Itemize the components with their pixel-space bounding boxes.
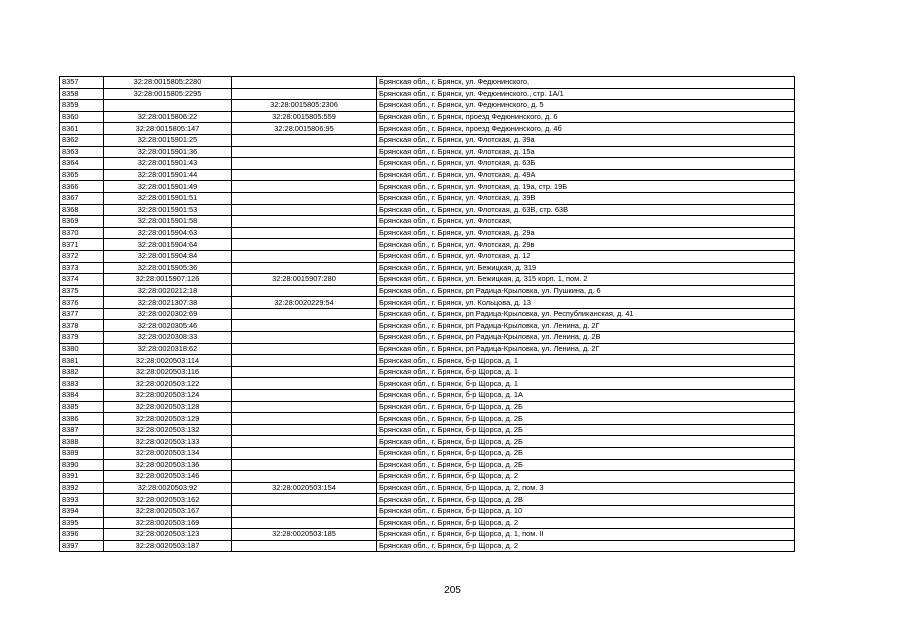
address-cell: Брянская обл., г. Брянск, ул. Федюнинского,	[377, 77, 795, 89]
address-cell: Брянская обл., г. Брянск, ул. Флотская,	[377, 216, 795, 228]
table-row	[60, 227, 795, 239]
cadastral-number-cell: 32:28:0020503:129	[104, 413, 232, 425]
parent-cadastral-number-cell	[232, 88, 377, 100]
row-number-cell: 8370	[60, 227, 104, 239]
table-row	[60, 274, 795, 286]
table-row	[60, 308, 795, 320]
address-cell: Брянская обл., г. Брянск, ул. Флотская, д. 63В, стр. 63В	[377, 204, 795, 216]
parent-cadastral-number-cell	[232, 459, 377, 471]
row-number-cell: 8385	[60, 401, 104, 413]
address-cell: Брянская обл., г. Брянск, б-р Щорса, д. 2Б	[377, 459, 795, 471]
address-cell: Брянская обл., г. Брянск, б-р Щорса, д. 2Б	[377, 436, 795, 448]
table-row	[60, 424, 795, 436]
address-cell: Брянская обл., г. Брянск, ул. Флотская, д. 39В	[377, 192, 795, 204]
parent-cadastral-number-cell	[232, 239, 377, 251]
parent-cadastral-number-cell	[232, 424, 377, 436]
cadastral-number-cell: 32:28:0020302:69	[104, 308, 232, 320]
address-cell: Брянская обл., г. Брянск, б-р Щорса, д. 10	[377, 505, 795, 517]
cadastral-number-cell: 32:28:0015805:2295	[104, 88, 232, 100]
cadastral-number-cell: 32:28:0020503:146	[104, 471, 232, 483]
table-row	[60, 401, 795, 413]
row-number-cell: 8388	[60, 436, 104, 448]
parent-cadastral-number-cell	[232, 517, 377, 529]
table-row	[60, 482, 795, 494]
cadastral-number-cell: 32:28:0020503:122	[104, 378, 232, 390]
cadastral-number-cell: 32:28:0020503:136	[104, 459, 232, 471]
address-cell: Брянская обл., г. Брянск, б-р Щорса, д. 2Б	[377, 448, 795, 460]
row-number-cell: 8361	[60, 123, 104, 135]
row-number-cell: 8392	[60, 482, 104, 494]
row-number-cell: 8393	[60, 494, 104, 506]
table-row	[60, 448, 795, 460]
parent-cadastral-number-cell	[232, 262, 377, 274]
row-number-cell: 8362	[60, 134, 104, 146]
table-row	[60, 413, 795, 425]
row-number-cell: 8369	[60, 216, 104, 228]
table-row	[60, 505, 795, 517]
parent-cadastral-number-cell	[232, 413, 377, 425]
table-row	[60, 285, 795, 297]
row-number-cell: 8384	[60, 390, 104, 402]
cadastral-number-cell: 32:28:0015901:36	[104, 146, 232, 158]
row-number-cell: 8383	[60, 378, 104, 390]
parent-cadastral-number-cell: 32:28:0015907:280	[232, 274, 377, 286]
address-cell: Брянская обл., г. Брянск, рп Радица-Крыловка, ул. Ленина, д. 2Г	[377, 320, 795, 332]
cadastral-number-cell: 32:28:0020503:123	[104, 529, 232, 541]
cadastral-number-cell: 32:28:0020308:33	[104, 332, 232, 344]
parent-cadastral-number-cell	[232, 227, 377, 239]
parent-cadastral-number-cell	[232, 332, 377, 344]
table-row	[60, 297, 795, 309]
cadastral-number-cell: 32:28:0020503:162	[104, 494, 232, 506]
row-number-cell: 8359	[60, 100, 104, 112]
cadastral-number-cell: 32:28:0021307:38	[104, 297, 232, 309]
row-number-cell: 8389	[60, 448, 104, 460]
table-row	[60, 390, 795, 402]
parent-cadastral-number-cell	[232, 250, 377, 262]
address-cell: Брянская обл., г. Брянск, ул. Флотская, д. 15а	[377, 146, 795, 158]
cadastral-number-cell: 32:28:0020503:187	[104, 540, 232, 552]
row-number-cell: 8368	[60, 204, 104, 216]
cadastral-number-cell: 32:28:0015905:36	[104, 262, 232, 274]
address-cell: Брянская обл., г. Брянск, проезд Федюнинского, д. 6	[377, 111, 795, 123]
table-row	[60, 111, 795, 123]
table-row	[60, 320, 795, 332]
row-number-cell: 8372	[60, 250, 104, 262]
address-cell: Брянская обл., г. Брянск, ул. Федюнинского, д. 5	[377, 100, 795, 112]
row-number-cell: 8376	[60, 297, 104, 309]
cadastral-number-cell	[104, 100, 232, 112]
row-number-cell: 8373	[60, 262, 104, 274]
cadastral-number-cell: 32:28:0020503:114	[104, 355, 232, 367]
row-number-cell: 8386	[60, 413, 104, 425]
row-number-cell: 8360	[60, 111, 104, 123]
cadastral-number-cell: 32:28:0020503:116	[104, 366, 232, 378]
address-cell: Брянская обл., г. Брянск, б-р Щорса, д. 1	[377, 355, 795, 367]
parent-cadastral-number-cell: 32:28:0015806:95	[232, 123, 377, 135]
parent-cadastral-number-cell	[232, 169, 377, 181]
table-row	[60, 181, 795, 193]
cadastral-number-cell: 32:28:0020318:62	[104, 343, 232, 355]
table-row	[60, 100, 795, 112]
table-row	[60, 88, 795, 100]
cadastral-number-cell: 32:28:0020503:92	[104, 482, 232, 494]
parent-cadastral-number-cell	[232, 181, 377, 193]
address-cell: Брянская обл., г. Брянск, ул. Бежицкая, д. 319	[377, 262, 795, 274]
address-cell: Брянская обл., г. Брянск, б-р Щорса, д. 2, пом. 3	[377, 482, 795, 494]
cadastral-number-cell: 32:28:0015901:58	[104, 216, 232, 228]
row-number-cell: 8394	[60, 505, 104, 517]
parent-cadastral-number-cell	[232, 77, 377, 89]
address-cell: Брянская обл., г. Брянск, ул. Флотская, д. 19а, стр. 19Б	[377, 181, 795, 193]
cadastral-number-cell: 32:28:0015901:49	[104, 181, 232, 193]
parent-cadastral-number-cell: 32:28:0020503:185	[232, 529, 377, 541]
row-number-cell: 8371	[60, 239, 104, 251]
cadastral-number-cell: 32:28:0020503:128	[104, 401, 232, 413]
cadastral-number-cell: 32:28:0015904:84	[104, 250, 232, 262]
table-row	[60, 366, 795, 378]
row-number-cell: 8378	[60, 320, 104, 332]
address-cell: Брянская обл., г. Брянск, ул. Флотская, д. 29в	[377, 239, 795, 251]
parent-cadastral-number-cell	[232, 308, 377, 320]
row-number-cell: 8366	[60, 181, 104, 193]
table-row	[60, 494, 795, 506]
table-row	[60, 216, 795, 228]
row-number-cell: 8357	[60, 77, 104, 89]
parent-cadastral-number-cell	[232, 378, 377, 390]
address-cell: Брянская обл., г. Брянск, ул. Кольцова, д. 13	[377, 297, 795, 309]
cadastral-number-cell: 32:28:0015901:53	[104, 204, 232, 216]
parent-cadastral-number-cell	[232, 390, 377, 402]
cadastral-number-cell: 32:28:0015901:25	[104, 134, 232, 146]
address-cell: Брянская обл., г. Брянск, рп Радица-Крыловка, ул. Пушкина, д. 6	[377, 285, 795, 297]
address-cell: Брянская обл., г. Брянск, б-р Щорса, д. 2	[377, 471, 795, 483]
parent-cadastral-number-cell	[232, 540, 377, 552]
address-cell: Брянская обл., г. Брянск, ул. Флотская, д. 63Б	[377, 158, 795, 170]
row-number-cell: 8382	[60, 366, 104, 378]
address-cell: Брянская обл., г. Брянск, б-р Щорса, д. 2Б	[377, 424, 795, 436]
address-cell: Брянская обл., г. Брянск, б-р Щорса, д. 2Б	[377, 401, 795, 413]
row-number-cell: 8364	[60, 158, 104, 170]
row-number-cell: 8358	[60, 88, 104, 100]
parent-cadastral-number-cell	[232, 320, 377, 332]
table-row	[60, 123, 795, 135]
parent-cadastral-number-cell	[232, 285, 377, 297]
cadastral-number-cell: 32:28:0015806:22	[104, 111, 232, 123]
row-number-cell: 8365	[60, 169, 104, 181]
row-number-cell: 8379	[60, 332, 104, 344]
cadastral-number-cell: 32:28:0015805:147	[104, 123, 232, 135]
cadastral-number-cell: 32:28:0020503:167	[104, 505, 232, 517]
cadastral-number-cell: 32:28:0015901:43	[104, 158, 232, 170]
parent-cadastral-number-cell	[232, 505, 377, 517]
row-number-cell: 8374	[60, 274, 104, 286]
row-number-cell: 8367	[60, 192, 104, 204]
cadastral-number-cell: 32:28:0020212:18	[104, 285, 232, 297]
parent-cadastral-number-cell	[232, 366, 377, 378]
table-row	[60, 204, 795, 216]
parent-cadastral-number-cell: 32:28:0015805:559	[232, 111, 377, 123]
address-cell: Брянская обл., г. Брянск, рп Радица-Крыловка, ул. Ленина, д. 2Г	[377, 343, 795, 355]
table-row	[60, 471, 795, 483]
row-number-cell: 8375	[60, 285, 104, 297]
address-cell: Брянская обл., г. Брянск, б-р Щорса, д. 2В	[377, 494, 795, 506]
address-cell: Брянская обл., г. Брянск, ул. Флотская, д. 49А	[377, 169, 795, 181]
row-number-cell: 8390	[60, 459, 104, 471]
address-cell: Брянская обл., г. Брянск, б-р Щорса, д. 2Б	[377, 413, 795, 425]
table-row	[60, 343, 795, 355]
cadastral-number-cell: 32:28:0020503:169	[104, 517, 232, 529]
cadastral-number-cell: 32:28:0015805:2280	[104, 77, 232, 89]
table-row	[60, 436, 795, 448]
row-number-cell: 8396	[60, 529, 104, 541]
cadastral-number-cell: 32:28:0020503:124	[104, 390, 232, 402]
parent-cadastral-number-cell	[232, 146, 377, 158]
address-cell: Брянская обл., г. Брянск, ул. Флотская, д. 29а	[377, 227, 795, 239]
address-cell: Брянская обл., г. Брянск, рп Радица-Крыловка, ул. Ленина, д. 2В	[377, 332, 795, 344]
row-number-cell: 8381	[60, 355, 104, 367]
address-cell: Брянская обл., г. Брянск, б-р Щорса, д. 1	[377, 366, 795, 378]
parent-cadastral-number-cell	[232, 192, 377, 204]
row-number-cell: 8380	[60, 343, 104, 355]
table-row	[60, 146, 795, 158]
parent-cadastral-number-cell: 32:28:0015805:2306	[232, 100, 377, 112]
cadastral-number-cell: 32:28:0015904:63	[104, 227, 232, 239]
address-cell: Брянская обл., г. Брянск, ул. Флотская, д. 39а	[377, 134, 795, 146]
address-cell: Брянская обл., г. Брянск, ул. Федюнинского., стр. 1А/1	[377, 88, 795, 100]
parent-cadastral-number-cell	[232, 355, 377, 367]
row-number-cell: 8363	[60, 146, 104, 158]
parent-cadastral-number-cell	[232, 204, 377, 216]
parent-cadastral-number-cell: 32:28:0020229:54	[232, 297, 377, 309]
table-row	[60, 529, 795, 541]
address-cell: Брянская обл., г. Брянск, рп Радица-Крыловка, ул. Республиканская, д. 41	[377, 308, 795, 320]
table-row	[60, 540, 795, 552]
registry-table	[59, 76, 795, 552]
table-row	[60, 77, 795, 89]
parent-cadastral-number-cell	[232, 134, 377, 146]
parent-cadastral-number-cell	[232, 448, 377, 460]
address-cell: Брянская обл., г. Брянск, б-р Щорса, д. 1, пом. II	[377, 529, 795, 541]
cadastral-number-cell: 32:28:0020305:46	[104, 320, 232, 332]
table-row	[60, 134, 795, 146]
table-row	[60, 517, 795, 529]
table-row	[60, 262, 795, 274]
row-number-cell: 8387	[60, 424, 104, 436]
cadastral-number-cell: 32:28:0020503:133	[104, 436, 232, 448]
cadastral-number-cell: 32:28:0015907:126	[104, 274, 232, 286]
table-row	[60, 332, 795, 344]
cadastral-number-cell: 32:28:0015901:44	[104, 169, 232, 181]
row-number-cell: 8395	[60, 517, 104, 529]
table-row	[60, 459, 795, 471]
table-row	[60, 169, 795, 181]
address-cell: Брянская обл., г. Брянск, б-р Щорса, д. 1	[377, 378, 795, 390]
page-number: 205	[444, 585, 461, 596]
table-row	[60, 378, 795, 390]
address-cell: Брянская обл., г. Брянск, б-р Щорса, д. 1А	[377, 390, 795, 402]
cadastral-number-cell: 32:28:0015904:64	[104, 239, 232, 251]
parent-cadastral-number-cell	[232, 471, 377, 483]
address-cell: Брянская обл., г. Брянск, б-р Щорса, д. 2	[377, 517, 795, 529]
parent-cadastral-number-cell	[232, 343, 377, 355]
address-cell: Брянская обл., г. Брянск, б-р Щорса, д. 2	[377, 540, 795, 552]
address-cell: Брянская обл., г. Брянск, проезд Федюнинского, д. 4б	[377, 123, 795, 135]
row-number-cell: 8377	[60, 308, 104, 320]
parent-cadastral-number-cell	[232, 494, 377, 506]
address-cell: Брянская обл., г. Брянск, ул. Флотская, д. 12	[377, 250, 795, 262]
row-number-cell: 8397	[60, 540, 104, 552]
parent-cadastral-number-cell	[232, 158, 377, 170]
parent-cadastral-number-cell	[232, 436, 377, 448]
cadastral-number-cell: 32:28:0020503:134	[104, 448, 232, 460]
table-row	[60, 355, 795, 367]
cadastral-number-cell: 32:28:0015901:51	[104, 192, 232, 204]
parent-cadastral-number-cell: 32:28:0020503:154	[232, 482, 377, 494]
cadastral-number-cell: 32:28:0020503:132	[104, 424, 232, 436]
registry-table-body	[60, 77, 795, 552]
table-row	[60, 192, 795, 204]
table-row	[60, 158, 795, 170]
parent-cadastral-number-cell	[232, 401, 377, 413]
table-row	[60, 250, 795, 262]
table-row	[60, 239, 795, 251]
parent-cadastral-number-cell	[232, 216, 377, 228]
address-cell: Брянская обл., г. Брянск, ул. Бежицкая, д. 315 корп. 1, пом. 2	[377, 274, 795, 286]
row-number-cell: 8391	[60, 471, 104, 483]
